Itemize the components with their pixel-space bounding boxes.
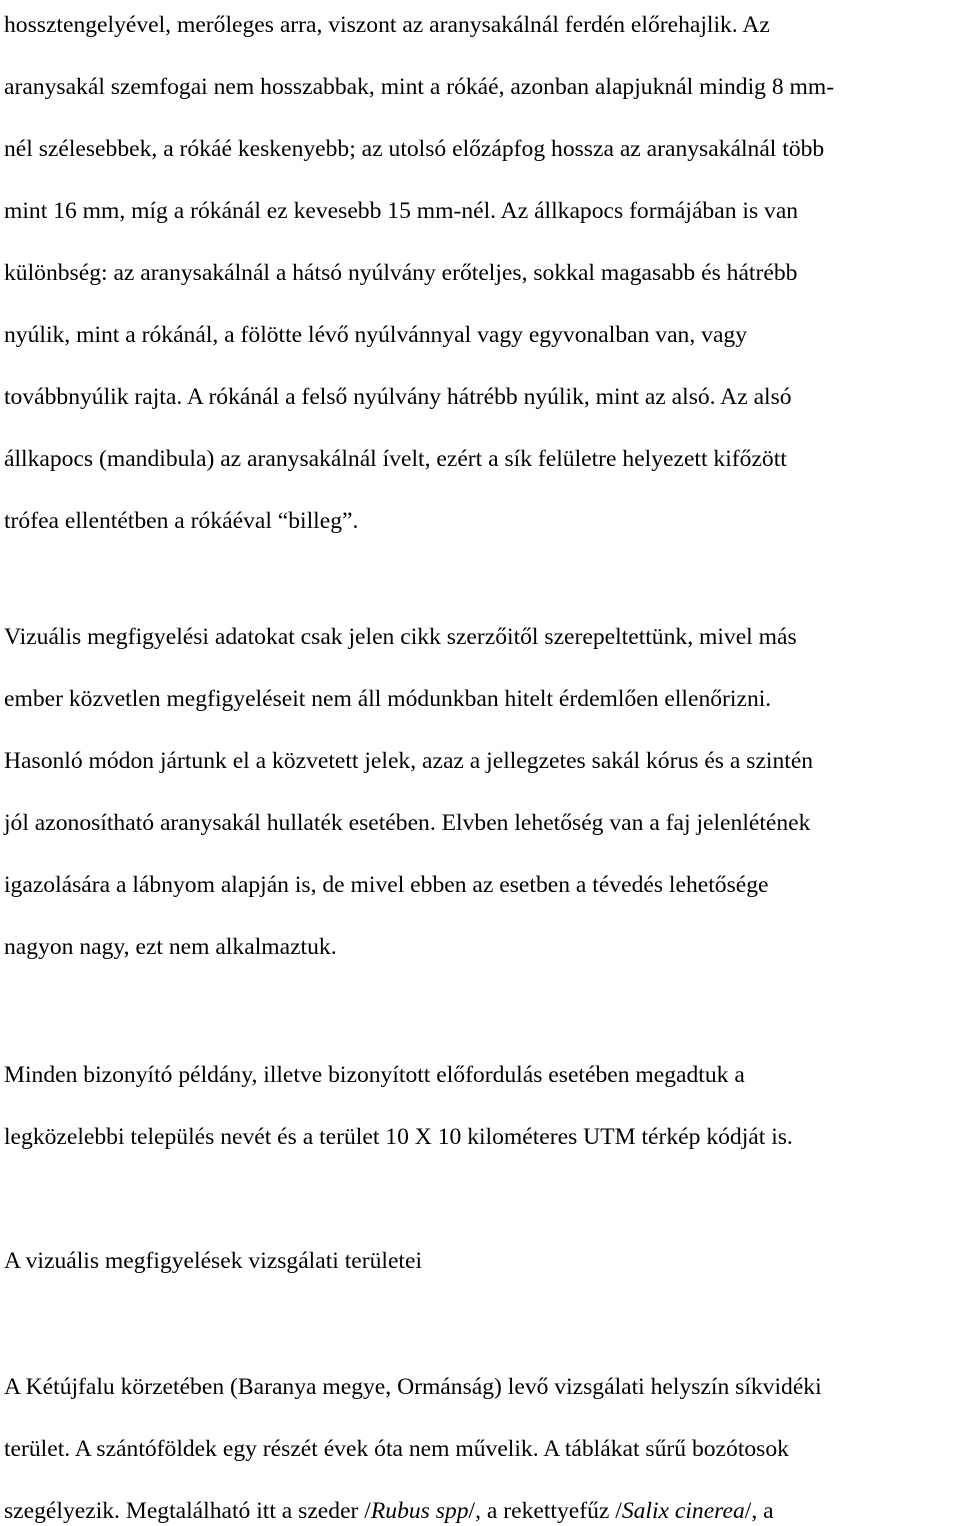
paragraph-1-line-5: különbség: az aranysakálnál a hátsó nyúlvány erőteljes, sokkal magasabb és hátrébb bbox=[4, 260, 798, 286]
paragraph-4-line-3-text-a: szegélyezik. Megtalálható itt a szeder / bbox=[4, 1498, 371, 1524]
paragraph-1-line-9: trófea ellentétben a rókáéval “billeg”. bbox=[4, 508, 359, 534]
paragraph-3-line-2: legközelebbi település nevét és a terület 10 X 10 kilométeres UTM térkép kódját is. bbox=[4, 1124, 793, 1150]
paragraph-1-line-7: továbbnyúlik rajta. A rókánál a felső nyúlvány hátrébb nyúlik, mint az alsó. Az alsó bbox=[4, 384, 792, 410]
paragraph-4-line-1: A Kétújfalu körzetében (Baranya megye, Ormánság) levő vizsgálati helyszín síkvidéki bbox=[4, 1374, 822, 1400]
paragraph-1-line-1: hossztengelyével, merőleges arra, viszont az aranysakálnál ferdén előrehajlik. Az bbox=[4, 12, 770, 38]
paragraph-4-line-3-text-b: /, a rekettyefűz / bbox=[468, 1498, 622, 1524]
paragraph-2-line-3: Hasonló módon jártunk el a közvetett jelek, azaz a jellegzetes sakál kórus és a szintén bbox=[4, 748, 814, 774]
paragraph-1-line-8: állkapocs (mandibula) az aranysakálnál ívelt, ezért a sík felületre helyezett kifőzött bbox=[4, 446, 787, 472]
paragraph-4-line-2: terület. A szántóföldek egy részét évek óta nem művelik. A táblákat sűrű bozótosok bbox=[4, 1436, 789, 1462]
paragraph-3-line-1: Minden bizonyító példány, illetve bizonyított előfordulás esetében megadtuk a bbox=[4, 1062, 745, 1088]
section-heading: A vizuális megfigyelések vizsgálati területei bbox=[4, 1248, 422, 1274]
paragraph-2-line-6: nagyon nagy, ezt nem alkalmaztuk. bbox=[4, 934, 337, 960]
paragraph-1-line-6: nyúlik, mint a rókánál, a fölötte lévő nyúlvánnyal vagy egyvonalban van, vagy bbox=[4, 322, 748, 348]
paragraph-4-line-3-text-c: /, a bbox=[744, 1498, 774, 1524]
paragraph-2-line-5: igazolására a lábnyom alapján is, de mivel ebben az esetben a tévedés lehetősége bbox=[4, 872, 769, 898]
paragraph-2-line-4: jól azonosítható aranysakál hullaték esetében. Elvben lehetőség van a faj jelenlétének bbox=[4, 810, 811, 836]
paragraph-2-line-1: Vizuális megfigyelési adatokat csak jelen cikk szerzőitől szerepeltettünk, mivel más bbox=[4, 624, 797, 650]
paragraph-1-line-4: mint 16 mm, míg a rókánál ez kevesebb 15 mm-nél. Az állkapocs formájában is van bbox=[4, 198, 799, 224]
paragraph-1-line-3: nél szélesebbek, a rókáé keskenyebb; az utolsó előzápfog hossza az aranysakálnál több bbox=[4, 136, 825, 162]
paragraph-1-line-2: aranysakál szemfogai nem hosszabbak, mint a rókáé, azonban alapjuknál mindig 8 mm- bbox=[4, 74, 835, 100]
species-name-salix: Salix cinerea bbox=[621, 1498, 745, 1524]
species-name-rubus: Rubus spp bbox=[370, 1498, 469, 1524]
paragraph-4-line-3 bbox=[4, 1496, 774, 1526]
paragraph-2-line-2: ember közvetlen megfigyeléseit nem áll módunkban hitelt érdemlően ellenőrizni. bbox=[4, 686, 772, 712]
